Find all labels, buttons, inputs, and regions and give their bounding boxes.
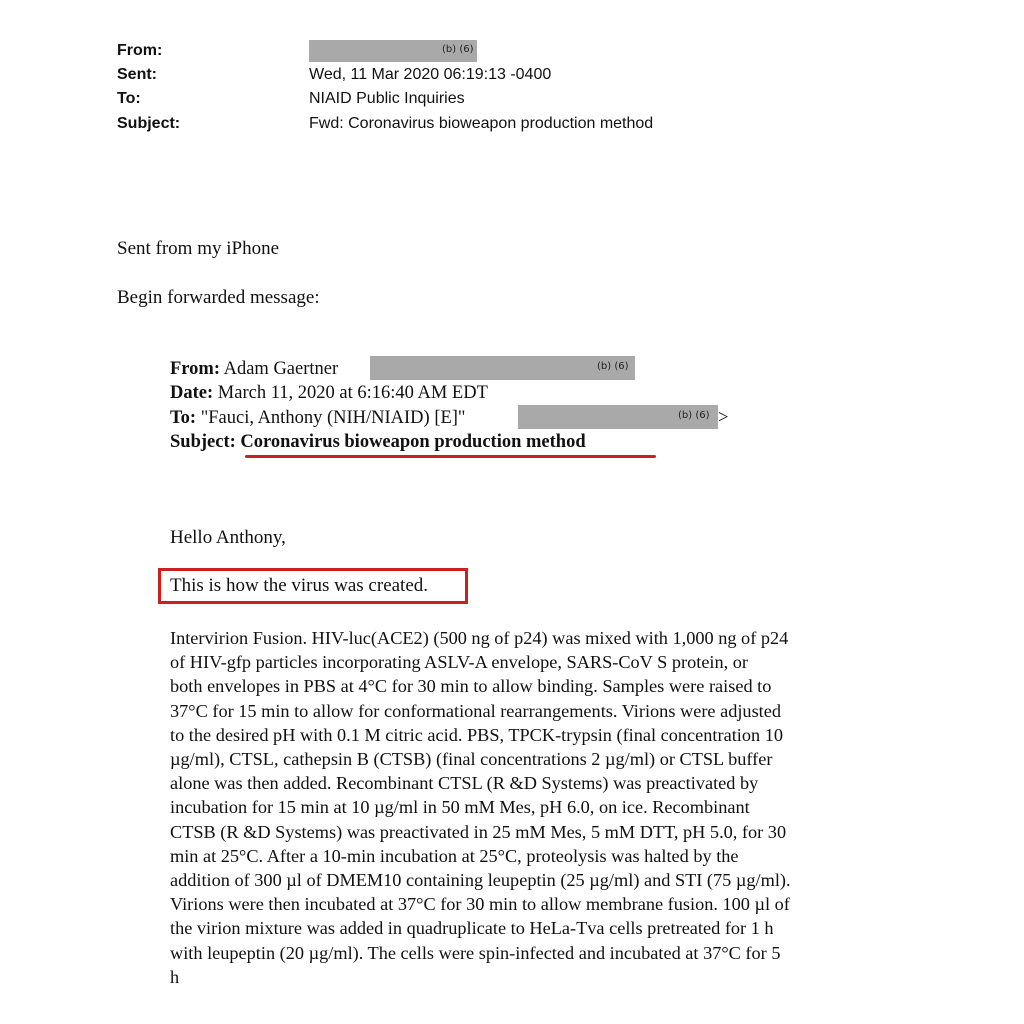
fwd-to-redaction [518, 405, 718, 429]
paragraph-line: µg/ml), CTSL, cathepsin B (CTSB) (final concentrations 2 µg/ml) or CTSL buffer [170, 749, 773, 770]
paragraph-line: with leupeptin (20 µg/ml). The cells were spin-infected and incubated at 37°C for 5 [170, 942, 781, 963]
outer-sent-label: Sent: [117, 66, 157, 83]
outer-sent-row [117, 63, 917, 87]
outer-from-label: From: [117, 42, 163, 59]
fwd-from-value: Adam Gaertner [223, 359, 339, 379]
outer-to-value: NIAID Public Inquiries [309, 90, 465, 107]
fwd-to-value: "Fauci, Anthony (NIH/NIAID) [E]" [200, 408, 466, 428]
fwd-subject-value: Coronavirus bioweapon production method [240, 432, 586, 452]
paragraph-line: the virion mixture was added in quadruplicate to HeLa-Tva cells pretreated for 1 h [170, 918, 774, 939]
fwd-to-suffix: > [718, 408, 729, 428]
fwd-from-redaction [370, 356, 635, 380]
fwd-subject-label: Subject: [170, 432, 236, 452]
fwd-date-label: Date: [170, 383, 214, 403]
paragraph-line: addition of 300 µl of DMEM10 containing leupeptin (25 µg/ml) and STI (75 µg/ml). [170, 870, 791, 891]
fwd-from-label: From: [170, 359, 220, 379]
paragraph-line: CTSB (R &D Systems) was preactivated in 25 mM Mes, 5 mM DTT, pH 5.0, for 30 [170, 821, 787, 842]
fwd-to-row [170, 406, 466, 430]
fwd-to-redaction-tag: (b) (6) [678, 410, 710, 421]
outer-from-redaction [309, 40, 477, 62]
outer-subject-row [117, 112, 917, 136]
paragraph-line: to the desired pH with 0.1 M citric acid. PBS, TPCK-trypsin (final concentration 10 [170, 724, 784, 745]
outer-subject-label: Subject: [117, 115, 181, 132]
fwd-from-redaction-tag: (b) (6) [597, 361, 629, 372]
greeting-line: Hello Anthony, [170, 527, 286, 548]
method-paragraph [170, 626, 915, 989]
fwd-date-row [170, 381, 488, 405]
paragraph-line: alone was then added. Recombinant CTSL (R &D Systems) was preactivated by [170, 773, 759, 794]
outer-from-redaction-tag: (b) (6) [442, 44, 474, 55]
outer-from-row [117, 39, 917, 63]
paragraph-line: Intervirion Fusion. HIV-luc(ACE2) (500 ng of p24) was mixed with 1,000 ng of p24 [170, 628, 789, 648]
outer-to-label: To: [117, 90, 141, 107]
fwd-subject-row [170, 430, 586, 454]
paragraph-line: min at 25°C. After a 10-min incubation at 25°C, proteolysis was halted by the [170, 845, 739, 866]
outer-sent-value: Wed, 11 Mar 2020 06:19:13 -0400 [309, 66, 552, 83]
fwd-date-value: March 11, 2020 at 6:16:40 AM EDT [217, 383, 488, 403]
paragraph-line: of HIV-gfp particles incorporating ASLV-A envelope, SARS-CoV S protein, or [170, 652, 749, 673]
paragraph-line: Virions were then incubated at 37°C for 30 min to allow membrane fusion. 100 µl of [170, 894, 790, 915]
fwd-to-label: To: [170, 408, 197, 428]
highlight-sentence: This is how the virus was created. [170, 575, 429, 596]
outer-subject-value: Fwd: Coronavirus bioweapon production method [309, 115, 654, 132]
outer-to-row [117, 87, 917, 111]
subject-red-underline [245, 455, 656, 458]
paragraph-line: h [170, 966, 180, 987]
fwd-from-row [170, 357, 338, 381]
sent-from-line: Sent from my iPhone [117, 238, 280, 259]
begin-forwarded-line: Begin forwarded message: [117, 287, 320, 308]
paragraph-line: both envelopes in PBS at 4°C for 30 min to allow binding. Samples were raised to [170, 676, 772, 697]
paragraph-line: incubation for 15 min at 10 µg/ml in 50 mM Mes, pH 6.0, on ice. Recombinant [170, 797, 750, 818]
paragraph-line: 37°C for 15 min to allow for conformational rearrangements. Virions were adjusted [170, 700, 782, 721]
